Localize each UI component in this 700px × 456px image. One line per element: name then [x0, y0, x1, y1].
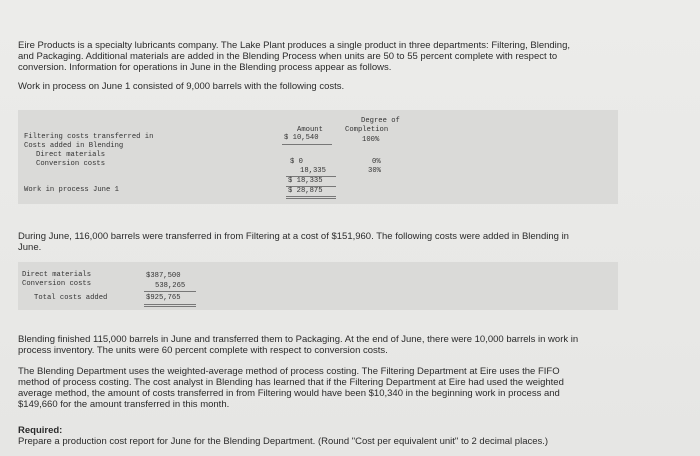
t2-cc-label: Conversion costs: [22, 280, 92, 288]
row-dm-pct: 0%: [372, 158, 381, 166]
t2-dm-amount: $387,500: [146, 272, 181, 280]
t2-total-rule-1: [144, 304, 196, 305]
row-cc-pct: 30%: [368, 167, 381, 175]
row-wip-label: Work in process June 1: [24, 186, 119, 194]
method-line-3: average method, the amount of costs transferred in from Filtering would have been $10,340 in the beginning work in process and: [18, 388, 560, 399]
row-subtotal-amount: $ 18,335: [288, 177, 323, 185]
t2-total-amount: $925,765: [146, 294, 181, 302]
intro-line-2: and Packaging. Additional materials are added in the Blending Process when units are 50 to 55 percent complete with respect to: [18, 51, 558, 62]
t2-total-label: Total costs added: [34, 294, 108, 302]
row-wip-double-rule-2: [286, 198, 336, 199]
method-line-4: $149,660 for the amount transferred in this month.: [18, 399, 230, 410]
row-filtering-underline: [282, 144, 332, 145]
row-wip-amount: $ 28,875: [288, 187, 323, 195]
intro-line-3: conversion. Information for operations in June in the Blending process appear as follows.: [18, 62, 392, 73]
row-cc-amount: 18,335: [300, 167, 326, 175]
finished-line-1: Blending finished 115,000 barrels in June and transferred them to Packaging. At the end of June, there were 10,000 barrels in work in: [18, 334, 579, 345]
costs-added-table: [18, 262, 618, 310]
row-wip-double-rule-1: [286, 196, 336, 197]
t2-cc-amount: 538,265: [155, 282, 186, 290]
header-degree-line-2: Completion: [345, 126, 389, 134]
row-filtering-pct: 100%: [362, 136, 380, 144]
row-filtering-amount: $ 10,540: [284, 134, 319, 142]
row-dm-amount: $ 0: [290, 158, 303, 166]
required-text: Prepare a production cost report for June for the Blending Department. (Round "Cost per equivalent unit" to 2 decimal places.): [18, 436, 549, 447]
intro-line-1: Eire Products is a specialty lubricants company. The Lake Plant produces a single product in three departments: Filtering, Blending,: [18, 40, 570, 51]
transfer-line-1: During June, 116,000 barrels were transferred in from Filtering at a cost of $151,960. The following costs were added in Blending in: [18, 231, 569, 242]
row-cc-label: Conversion costs: [36, 160, 106, 168]
row-filtering-label: Filtering costs transferred in: [24, 133, 154, 141]
transfer-line-2: June.: [18, 242, 42, 253]
method-line-2: method of process costing. The cost analyst in Blending has learned that if the Filtering Department at Eire had used the weighted: [18, 377, 564, 388]
row-costs-added-label: Costs added in Blending: [24, 142, 124, 150]
header-amount: Amount: [297, 126, 323, 134]
row-dm-label: Direct materials: [36, 151, 106, 159]
t2-total-rule-2: [144, 306, 196, 307]
wip-intro: Work in process on June 1 consisted of 9,000 barrels with the following costs.: [18, 81, 345, 92]
t2-dm-label: Direct materials: [22, 271, 92, 279]
t2-cc-underline: [144, 291, 196, 292]
required-heading: Required:: [18, 425, 63, 436]
method-line-1: The Blending Department uses the weighted-average method of process costing. The Filtering Department at Eire uses the FIFO: [18, 366, 560, 377]
header-degree-line-1: Degree of: [361, 117, 400, 125]
finished-line-2: process inventory. The units were 60 percent complete with respect to conversion costs.: [18, 345, 388, 356]
